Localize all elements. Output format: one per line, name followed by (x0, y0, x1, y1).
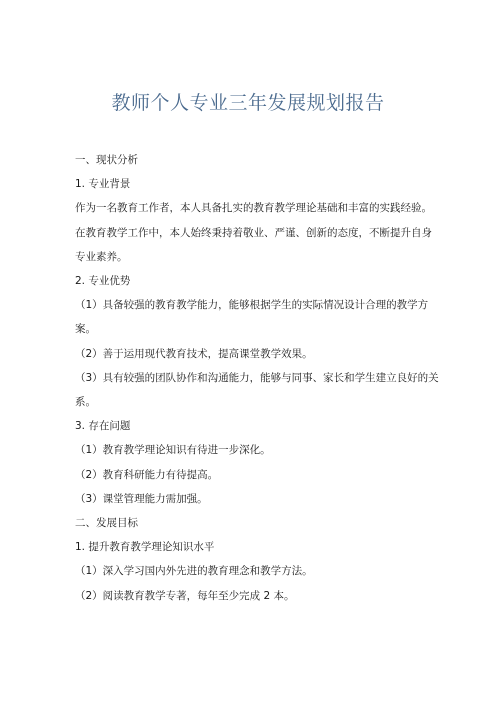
section-heading-status: 一、现状分析 (75, 154, 138, 166)
list-item: （2）教育科研能力有待提高。 (75, 468, 219, 481)
list-item-continuation: 系。 (75, 396, 96, 409)
list-item: （2）阅读教育教学专著，每年至少完成 2 本。 (75, 589, 295, 602)
list-item: （1）教育教学理论知识有待进一步深化。 (75, 444, 271, 457)
subheading-background: 1. 专业背景 (75, 178, 131, 191)
subheading-theory: 1. 提升教育教学理论知识水平 (75, 541, 215, 554)
document-body (75, 148, 439, 608)
document-title: 教师个人专业三年发展规划报告 (111, 92, 385, 114)
paragraph-line: 在教育教学工作中，本人始终秉持着敬业、严谨、创新的态度，不断提升自身 (75, 226, 432, 239)
list-item-continuation: 案。 (75, 323, 96, 336)
subheading-advantages: 2. 专业优势 (75, 275, 131, 288)
list-item: （2）善于运用现代教育技术，提高课堂教学效果。 (75, 347, 313, 360)
list-item: （1）具备较强的教育教学能力，能够根据学生的实际情况设计合理的教学方 (75, 299, 429, 312)
paragraph-line: 作为一名教育工作者，本人具备扎实的教育教学理论基础和丰富的实践经验。 (75, 202, 432, 215)
subheading-problems: 3. 存在问题 (75, 420, 131, 433)
section-heading-goals: 二、发展目标 (75, 517, 138, 530)
list-item: （3）具有较强的团队协作和沟通能力，能够与同事、家长和学生建立良好的关 (75, 371, 439, 384)
list-item: （1）深入学习国内外先进的教育理念和教学方法。 (75, 565, 313, 578)
paragraph-line: 专业素养。 (75, 250, 128, 263)
list-item: （3）课堂管理能力需加强。 (75, 492, 208, 505)
